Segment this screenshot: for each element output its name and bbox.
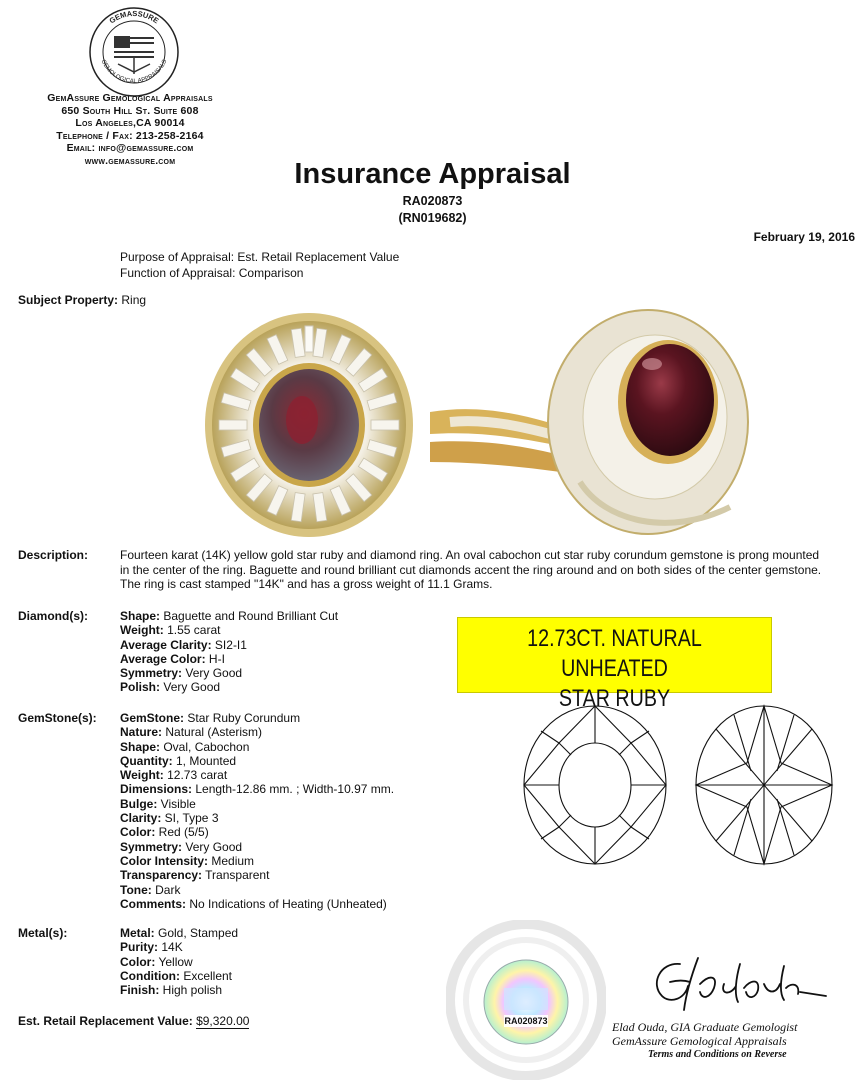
field-value: Very Good bbox=[182, 839, 243, 854]
gemstone-row bbox=[120, 840, 394, 854]
field-key: Polish: bbox=[120, 680, 161, 695]
field-value: High polish bbox=[159, 983, 223, 998]
company-email: Email: info@gemassure.com bbox=[66, 142, 194, 154]
oval-crown-diagram bbox=[524, 706, 666, 864]
field-value: Medium bbox=[208, 853, 255, 868]
diamond-row bbox=[120, 623, 338, 637]
field-value: No Indications of Heating (Unheated) bbox=[186, 896, 387, 911]
field-value: Star Ruby Corundum bbox=[184, 711, 301, 725]
gemstone-row bbox=[120, 883, 394, 897]
field-value: 1.55 carat bbox=[163, 623, 221, 638]
metals-label: Metal(s): bbox=[18, 926, 68, 940]
gemstone-row bbox=[120, 782, 394, 796]
field-key: Finish: bbox=[120, 983, 160, 998]
subject-label: Subject Property: bbox=[18, 293, 119, 307]
star-ruby-banner bbox=[457, 617, 772, 712]
gemstone-row bbox=[120, 868, 394, 882]
oval-pavilion-diagram bbox=[696, 706, 832, 864]
field-value: Very Good bbox=[182, 666, 243, 681]
function-of-appraisal: Function of Appraisal: Comparison bbox=[120, 266, 304, 280]
gemstone-row bbox=[120, 897, 394, 911]
field-key: Bulge: bbox=[120, 796, 158, 811]
gemstone-row bbox=[120, 768, 394, 782]
field-value: Yellow bbox=[155, 954, 193, 969]
purpose-of-appraisal: Purpose of Appraisal: Est. Retail Replacement Value bbox=[120, 250, 400, 264]
diamond-row bbox=[120, 609, 338, 623]
company-address-line1: 650 South Hill St. Suite 608 bbox=[61, 104, 199, 117]
field-key: Clarity: bbox=[120, 811, 162, 826]
field-value: Excellent bbox=[179, 968, 233, 983]
field-key: GemStone: bbox=[120, 711, 185, 725]
field-key: Comments: bbox=[120, 896, 187, 911]
svg-text:GEMASSURE: GEMASSURE bbox=[107, 8, 161, 26]
signature bbox=[640, 944, 830, 1016]
metal-row bbox=[120, 955, 238, 969]
field-value: Gold, Stamped bbox=[154, 926, 239, 940]
retail-value-amount: $9,320.00 bbox=[196, 1014, 250, 1028]
svg-text:GEMOLOGICAL APPRAISALS: GEMOLOGICAL APPRAISALS bbox=[99, 58, 169, 85]
terms-link[interactable]: Terms and Conditions on Reverse bbox=[648, 1049, 787, 1060]
gemassure-logo bbox=[88, 6, 180, 98]
field-key: Weight: bbox=[120, 768, 164, 783]
company-info bbox=[0, 92, 260, 167]
field-value: Natural (Asterism) bbox=[162, 725, 263, 740]
appraiser-name: Elad Ouda, GIA Graduate Gemologist bbox=[612, 1020, 798, 1034]
subject-property bbox=[18, 293, 146, 307]
metal-row bbox=[120, 926, 238, 940]
field-value: Dark bbox=[151, 882, 181, 897]
baguette-diamond bbox=[371, 420, 399, 430]
ring-photo-top-view bbox=[200, 308, 418, 542]
field-key: Color: bbox=[120, 954, 156, 969]
diamonds-details bbox=[120, 609, 338, 695]
gem-cut-diagrams bbox=[519, 703, 837, 868]
metal-details bbox=[120, 926, 238, 997]
diamond-row bbox=[120, 680, 338, 694]
field-key: Weight: bbox=[120, 623, 164, 638]
appraiser-company: GemAssure Gemological Appraisals bbox=[612, 1034, 787, 1048]
field-key: Color Intensity: bbox=[120, 853, 209, 868]
field-value: Oval, Cabochon bbox=[160, 739, 250, 754]
banner-line2: STAR RUBY bbox=[558, 685, 671, 712]
document-title: Insurance Appraisal bbox=[294, 158, 571, 190]
diamond-row bbox=[120, 652, 338, 666]
gemstones-label: GemStone(s): bbox=[18, 711, 97, 725]
reference-number: (RN019682) bbox=[398, 211, 467, 225]
field-key: Shape: bbox=[120, 609, 161, 623]
retail-value-label: Est. Retail Replacement Value: bbox=[18, 1014, 193, 1028]
appraisal-number: RA020873 bbox=[402, 194, 463, 208]
field-key: Symmetry: bbox=[120, 666, 183, 681]
retail-value bbox=[18, 1014, 249, 1028]
diamonds-label: Diamond(s): bbox=[18, 609, 88, 623]
field-value: SI2-I1 bbox=[211, 637, 247, 652]
metal-row bbox=[120, 940, 238, 954]
field-key: Shape: bbox=[120, 739, 161, 754]
field-value: Baguette and Round Brilliant Cut bbox=[160, 609, 339, 623]
field-key: Average Clarity: bbox=[120, 637, 212, 652]
metal-row bbox=[120, 983, 238, 997]
field-value: Very Good bbox=[160, 680, 221, 695]
subject-value: Ring bbox=[121, 293, 147, 307]
field-value: 12.73 carat bbox=[163, 768, 228, 783]
gemstone-row bbox=[120, 754, 394, 768]
field-key: Nature: bbox=[120, 725, 163, 740]
field-value: Transparent bbox=[202, 868, 270, 883]
gemstone-row bbox=[120, 825, 394, 839]
field-value: 14K bbox=[158, 940, 183, 955]
gemstone-row bbox=[120, 854, 394, 868]
gemstone-row bbox=[120, 725, 394, 739]
company-website: www.gemassure.com bbox=[84, 154, 176, 167]
field-value: Length-12.86 mm. ; Width-10.97 mm. bbox=[192, 782, 395, 797]
diamond-row bbox=[120, 638, 338, 652]
field-value: Red (5/5) bbox=[155, 825, 209, 840]
field-key: Metal: bbox=[120, 926, 155, 940]
company-name: GemAssure Gemological Appraisals bbox=[47, 92, 213, 104]
baguette-diamond bbox=[219, 420, 247, 430]
field-key: Symmetry: bbox=[120, 839, 183, 854]
field-key: Tone: bbox=[120, 882, 152, 897]
gemstone-row bbox=[120, 797, 394, 811]
description-text: Fourteen karat (14K) yellow gold star ruby and diamond ring. An oval cabochon cut star ruby corundum gemstone is prong mounted in the center of the ring. Baguette and round brilliant cut diamonds accent the ring around and on both sides of the center gemstone. The ring is cast stamped "14K" and has a gross weight of 11.1 Grams. bbox=[120, 548, 822, 591]
diamond-row bbox=[120, 666, 338, 680]
hologram-seal bbox=[446, 920, 606, 1080]
field-key: Quantity: bbox=[120, 753, 173, 768]
field-key: Transparency: bbox=[120, 868, 203, 883]
metal-row bbox=[120, 969, 238, 983]
description-label: Description: bbox=[18, 548, 89, 562]
signature-block bbox=[612, 1020, 797, 1062]
field-key: Dimensions: bbox=[120, 782, 193, 797]
field-value: SI, Type 3 bbox=[161, 811, 219, 826]
gemstone-row bbox=[120, 740, 394, 754]
gemstone-row bbox=[120, 711, 394, 725]
gemstone-details bbox=[120, 711, 394, 911]
field-key: Purity: bbox=[120, 940, 159, 955]
field-key: Color: bbox=[120, 825, 156, 840]
appraisal-date: February 19, 2016 bbox=[753, 230, 855, 244]
ring-photo-side-view bbox=[430, 302, 755, 540]
company-phone: Telephone / Fax: 213-258-2164 bbox=[56, 129, 204, 142]
company-address-line2: Los Angeles,CA 90014 bbox=[75, 117, 185, 129]
field-key: Average Color: bbox=[120, 651, 206, 666]
gemstone-row bbox=[120, 811, 394, 825]
field-value: H-I bbox=[205, 651, 225, 666]
banner-line1: 12.73CT. NATURAL UNHEATED bbox=[527, 625, 702, 682]
field-value: 1, Mounted bbox=[172, 753, 237, 768]
seal-number: RA020873 bbox=[504, 1016, 548, 1026]
field-value: Visible bbox=[157, 796, 196, 811]
field-key: Condition: bbox=[120, 968, 180, 983]
